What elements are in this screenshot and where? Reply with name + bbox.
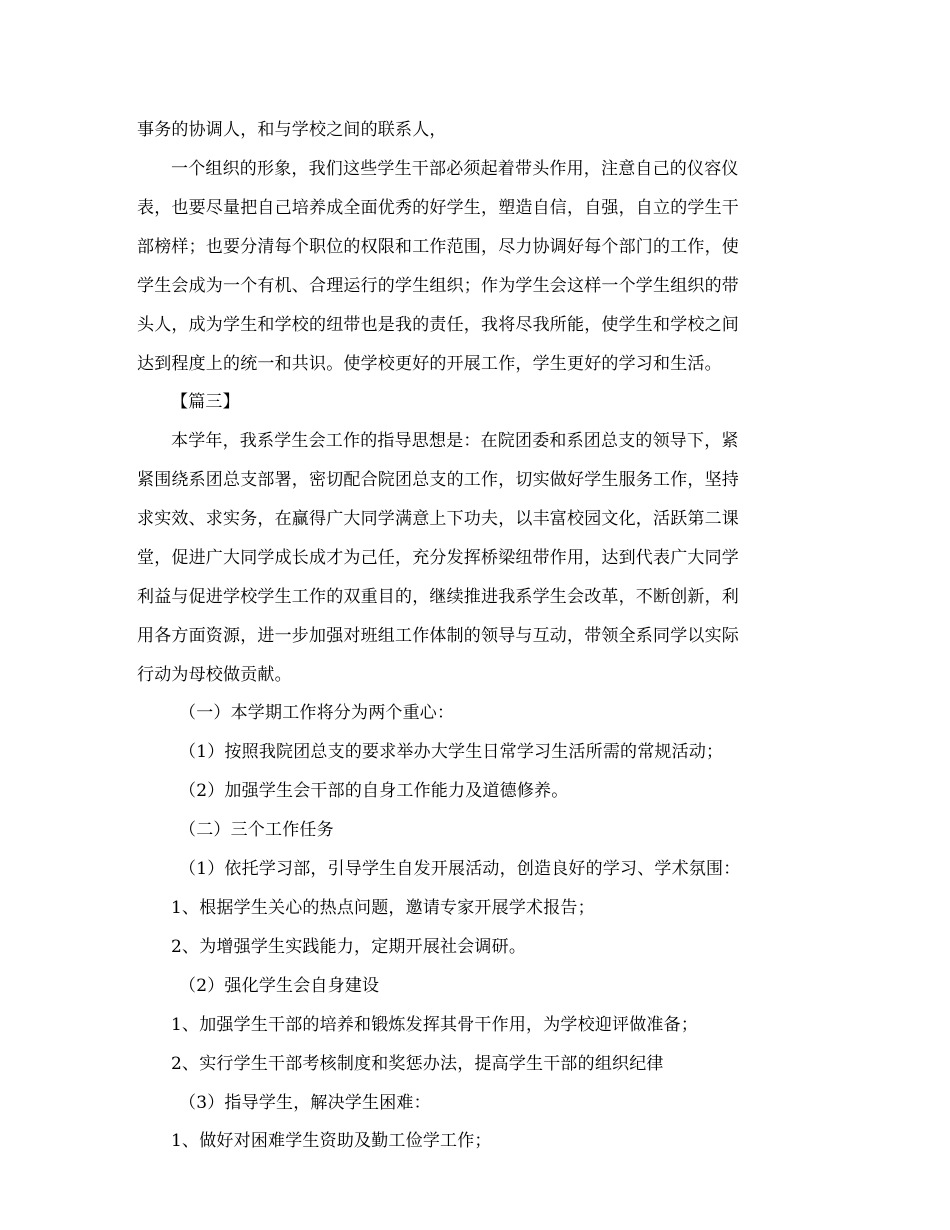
text-line: 1、加强学生干部的培养和锻炼发挥其骨干作用，为学校迎评做准备； <box>171 1015 699 1035</box>
text-line: 用各方面资源，进一步加强对班组工作体制的领导与互动，带领全系同学以实际 <box>137 626 739 646</box>
text-line: 2、为增强学生实践能力，定期开展社会调研。 <box>171 937 527 957</box>
text-line: （1）依托学习部，引导学生自发开展活动，创造良好的学习、学术氛围： <box>179 859 741 879</box>
text-line: 堂，促进广大同学成长成才为己任，充分发挥桥梁纽带作用，达到代表广大同学 <box>137 548 739 568</box>
text-line: （一）本学期工作将分为两个重心： <box>179 703 455 723</box>
text-line: 1、根据学生关心的热点问题，邀请专家开展学术报告； <box>171 898 595 918</box>
text-line: （2）强化学生会自身建设 <box>179 976 380 996</box>
text-line: 学生会成为一个有机、合理运行的学生组织；作为学生会这样一个学生组织的带 <box>137 276 739 296</box>
text-line: 2、实行学生干部考核制度和奖惩办法，提高学生干部的组织纪律 <box>171 1054 664 1074</box>
text-line: 紧围绕系团总支部署，密切配合院团总支的工作，切实做好学生服务工作，坚持 <box>137 470 739 490</box>
text-line: 求实效、求实务，在赢得广大同学满意上下功夫，以丰富校园文化，活跃第二课 <box>137 509 739 529</box>
text-line: 达到程度上的统一和共识。使学校更好的开展工作，学生更好的学习和生活。 <box>137 354 722 374</box>
text-line: 一个组织的形象，我们这些学生干部必须起着带头作用，注意自己的仪容仪 <box>171 159 739 179</box>
text-line: 1、做好对困难学生资助及勤工俭学工作； <box>171 1131 492 1151</box>
text-line: 利益与促进学校学生工作的双重目的，继续推进我系学生会改革，不断创新，利 <box>137 587 739 607</box>
text-line: （3）指导学生，解决学生困难： <box>179 1093 431 1113</box>
text-line: 表，也要尽量把自己培养成全面优秀的好学生，塑造自信，自强，自立的学生干 <box>137 198 739 218</box>
text-line: 行动为母校做贡献。 <box>137 665 292 685</box>
text-line: 本学年，我系学生会工作的指导思想是：在院团委和系团总支的领导下，紧 <box>171 431 739 451</box>
text-line: 事务的协调人，和与学校之间的联系人， <box>137 120 447 140</box>
text-line: （2）加强学生会干部的自身工作能力及道德修养。 <box>179 781 569 801</box>
text-line: （二）三个工作任务 <box>179 820 334 840</box>
section-heading: 【篇三】 <box>171 392 240 412</box>
text-line: （1）按照我院团总支的要求举办大学生日常学习生活所需的常规活动； <box>179 742 724 762</box>
text-line: 头人，成为学生和学校的纽带也是我的责任，我将尽我所能，使学生和学校之间 <box>137 315 739 335</box>
text-line: 部榜样；也要分清每个职位的权限和工作范围，尽力协调好每个部门的工作，使 <box>137 237 739 257</box>
